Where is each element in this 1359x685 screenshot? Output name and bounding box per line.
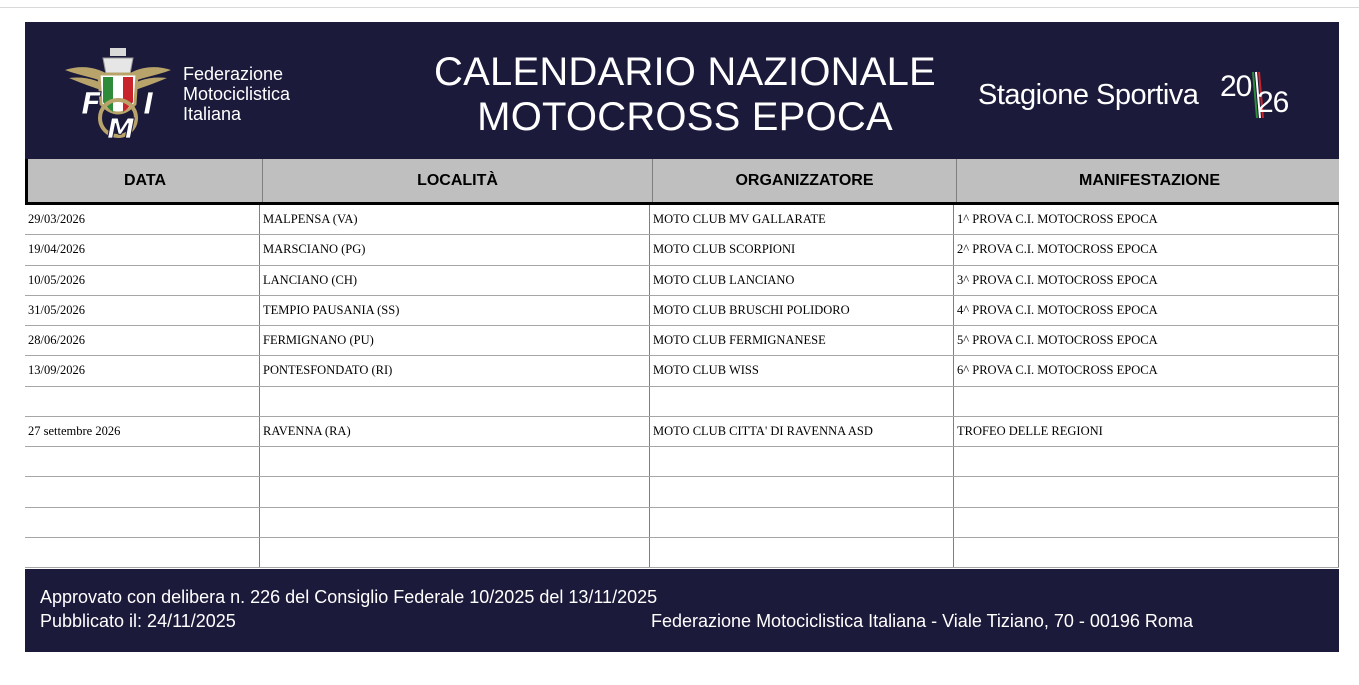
published-date: Pubblicato il: 24/11/2025 (40, 611, 236, 631)
cell-location: MALPENSA (VA) (260, 205, 650, 234)
cell-date (25, 538, 260, 567)
table-row (25, 326, 1339, 356)
header-banner (25, 22, 1339, 159)
federation-name-line1: Federazione (183, 64, 284, 84)
table-row (25, 356, 1339, 386)
table-row (25, 417, 1339, 447)
cell-event: 4^ PROVA C.I. MOTOCROSS EPOCA (954, 296, 1339, 325)
column-header-data: DATA (28, 159, 263, 202)
season-year-bottom: 26 (1257, 86, 1289, 119)
cell-location (260, 477, 650, 506)
federation-name-line3: Italiana (183, 104, 242, 124)
table-header-row (25, 159, 1339, 205)
cell-event (954, 387, 1339, 416)
column-header-manifestazione: MANIFESTAZIONE (1078, 172, 1221, 189)
table-row (25, 477, 1339, 507)
cell-organizer: MOTO CLUB BRUSCHI POLIDORO (650, 296, 954, 325)
cell-location: LANCIANO (CH) (260, 266, 650, 295)
page-title (420, 50, 950, 140)
cell-event: 6^ PROVA C.I. MOTOCROSS EPOCA (954, 356, 1339, 385)
federation-name (183, 64, 290, 124)
season-year-top: 20 (1220, 70, 1252, 103)
cell-date (25, 447, 260, 476)
cell-location (260, 508, 650, 537)
cell-event: 1^ PROVA C.I. MOTOCROSS EPOCA (954, 205, 1339, 234)
table-row (25, 387, 1339, 417)
calendar-table (25, 159, 1339, 568)
page-title-line2: MOTOCROSS EPOCA (477, 95, 893, 139)
footer-banner (25, 569, 1339, 652)
table-row (25, 235, 1339, 265)
cell-date: 13/09/2026 (25, 356, 260, 385)
approval-note: Approvato con delibera n. 226 del Consiglio Federale 10/2025 del 13/11/2025 (40, 587, 658, 607)
cell-date (25, 508, 260, 537)
cell-event: 5^ PROVA C.I. MOTOCROSS EPOCA (954, 326, 1339, 355)
cell-date: 27 settembre 2026 (25, 417, 260, 446)
cell-event: 2^ PROVA C.I. MOTOCROSS EPOCA (954, 235, 1339, 264)
cell-event (954, 477, 1339, 506)
svg-text:I: I (143, 87, 155, 122)
cell-location (260, 447, 650, 476)
cell-location: FERMIGNANO (PU) (260, 326, 650, 355)
cell-date: 31/05/2026 (25, 296, 260, 325)
season-year (1220, 68, 1305, 122)
table-body (25, 205, 1339, 568)
federation-address: Federazione Motociclistica Italiana - Viale Tiziano, 70 - 00196 Roma (651, 611, 1193, 631)
page-title-line1: CALENDARIO NAZIONALE (434, 50, 936, 94)
cell-location: TEMPIO PAUSANIA (SS) (260, 296, 650, 325)
cell-location (260, 538, 650, 567)
svg-text:F: F (81, 87, 102, 122)
cell-location: PONTESFONDATO (RI) (260, 356, 650, 385)
cell-event: 3^ PROVA C.I. MOTOCROSS EPOCA (954, 266, 1339, 295)
cell-event (954, 447, 1339, 476)
season-label: Stagione Sportiva (978, 79, 1199, 111)
federation-name-line2: Motociclistica (183, 84, 291, 104)
cell-organizer: MOTO CLUB LANCIANO (650, 266, 954, 295)
cell-date (25, 387, 260, 416)
table-row (25, 205, 1339, 235)
column-header-organizzatore: ORGANIZZATORE (653, 159, 957, 202)
cell-organizer (650, 387, 954, 416)
cell-organizer: MOTO CLUB MV GALLARATE (650, 205, 954, 234)
cell-organizer: MOTO CLUB CITTA' DI RAVENNA ASD (650, 417, 954, 446)
cell-date: 29/03/2026 (25, 205, 260, 234)
cell-event (954, 538, 1339, 567)
top-divider (0, 7, 1359, 8)
cell-organizer (650, 538, 954, 567)
table-row (25, 296, 1339, 326)
cell-location: MARSCIANO (PG) (260, 235, 650, 264)
cell-date (25, 477, 260, 506)
cell-location: RAVENNA (RA) (260, 417, 650, 446)
cell-date: 10/05/2026 (25, 266, 260, 295)
cell-organizer: MOTO CLUB SCORPIONI (650, 235, 954, 264)
table-row (25, 538, 1339, 568)
cell-organizer: MOTO CLUB FERMIGNANESE (650, 326, 954, 355)
cell-event: TROFEO DELLE REGIONI (954, 417, 1339, 446)
fmi-logo-icon (63, 44, 173, 140)
cell-location (260, 387, 650, 416)
cell-date: 28/06/2026 (25, 326, 260, 355)
cell-organizer: MOTO CLUB WISS (650, 356, 954, 385)
svg-text:M: M (107, 112, 135, 140)
cell-event (954, 508, 1339, 537)
table-row (25, 447, 1339, 477)
column-header-localita: LOCALITÀ (263, 159, 653, 202)
cell-organizer (650, 477, 954, 506)
table-row (25, 266, 1339, 296)
cell-organizer (650, 508, 954, 537)
cell-date: 19/04/2026 (25, 235, 260, 264)
table-row (25, 508, 1339, 538)
cell-organizer (650, 447, 954, 476)
